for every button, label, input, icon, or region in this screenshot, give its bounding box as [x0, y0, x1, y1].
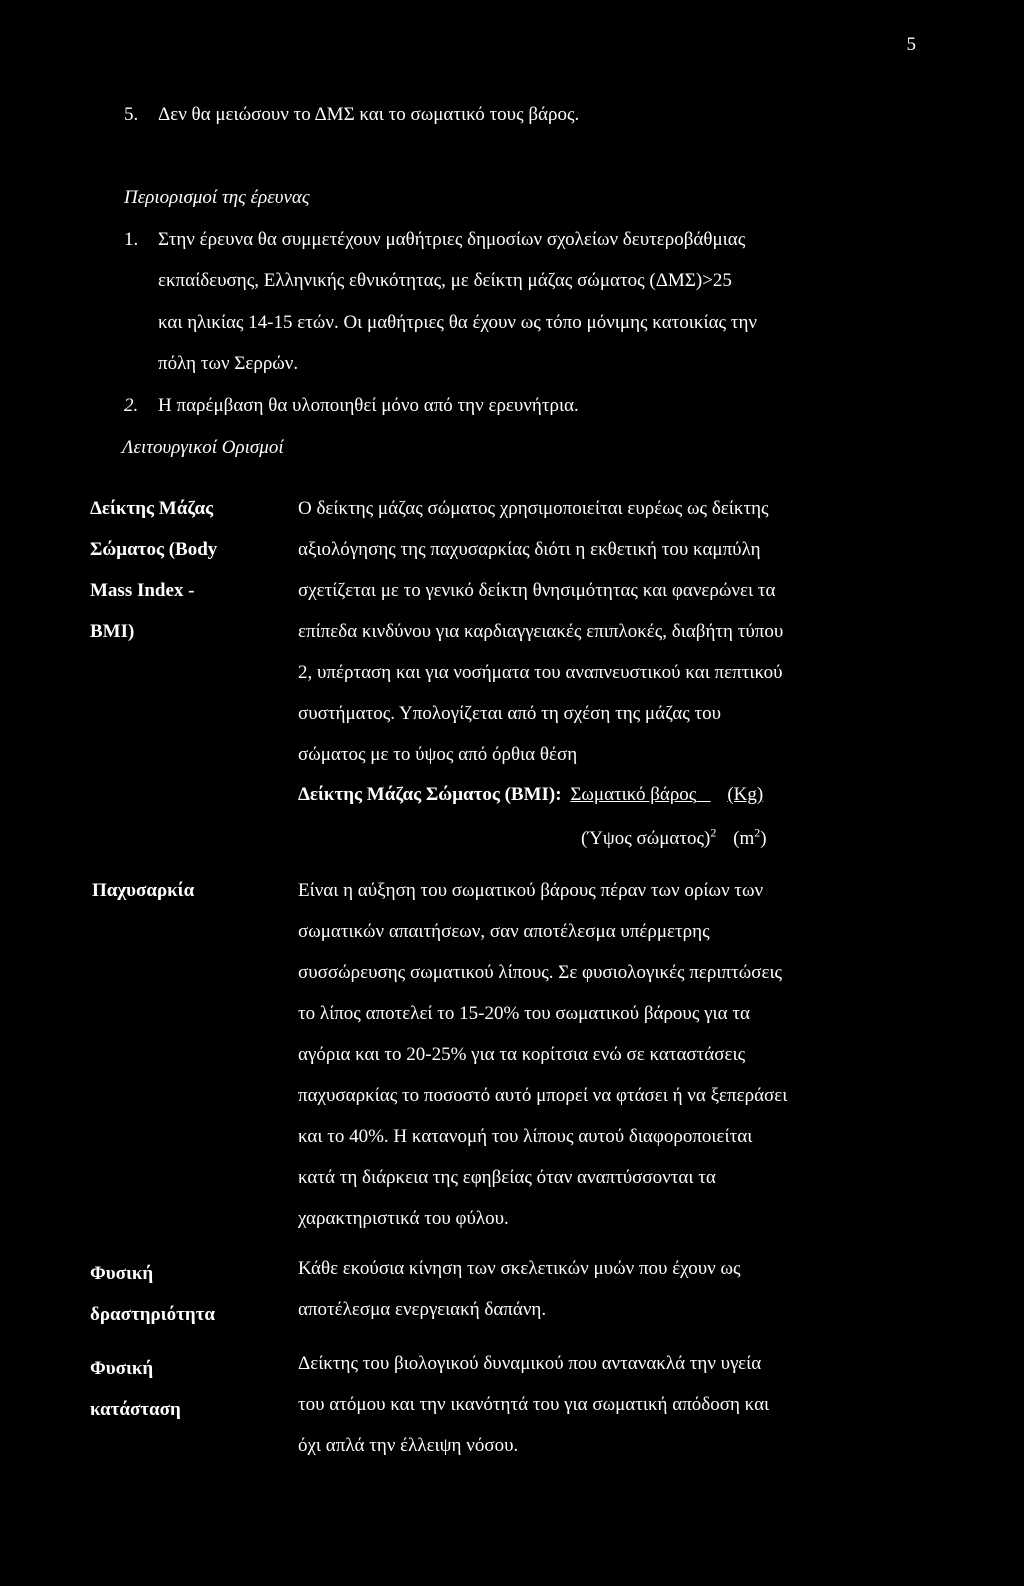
bmi-formula-numerator: Σωματικό βάρος	[570, 784, 697, 805]
limitation-item-1-line-1: 1. Στην έρευνα θα συμμετέχουν μαθήτριες δημοσίων σχολείων δευτεροβάθμιας	[124, 229, 746, 250]
bmi-formula-label: Δείκτης Μάζας Σώματος (BMI):	[298, 784, 562, 805]
definition-term-bmi: Δείκτης Μάζας Σώματος (Body Mass Index - BMI)	[90, 498, 218, 642]
limitation-item-1-line-2: εκπαίδευσης, Ελληνικής εθνικότητας, με δείκτη μάζας σώματος (ΔΜΣ)>25	[158, 270, 732, 291]
definition-body-physical-activity: Κάθε εκούσια κίνηση των σκελετικών μυών που έχουν ως αποτέλεσμα ενεργειακή δαπάνη.	[298, 1258, 741, 1320]
definition-body-obesity: Είναι η αύξηση του σωματικού βάρους πέραν των ορίων των σωματικών απαιτήσεων, σαν αποτέλεσμα υπέρμετρης συσσώρευσης σωματικού λίπους. Σε φυσιολογικές περιπτώσεις το λίπος αποτελεί το 15-20% του σωματικού βάρους για τα αγόρια και το 20-25% για τα κορίτσια ενώ σε καταστάσεις παχυσαρκίας το ποσοστό αυτό μπορεί να φτάσει ή να ξεπεράσει και το 40%. Η κατανομή του λίπους αυτού διαφοροποιείται κατά τη διάρκεια της εφηβείας όταν αναπτύσσονται τα χαρακτηριστικά του φύλου.	[298, 880, 788, 1229]
definition-body-bmi: Ο δείκτης μάζας σώματος χρησιμοποιείται ευρέως ως δείκτης αξιολόγησης της παχυσαρκίας διότι η εκθετική του καμπύλη σχετίζεται με το γενικό δείκτη θνησιμότητας και φανερώνει τα επίπεδα κινδύνου για καρδιαγγειακές επιπλοκές, διαβήτη τύπου 2, υπέρταση και για νοσήματα του αναπνευστικού και πεπτικού συστήματος. Υπολογίζεται από τη σχέση της μάζας του σώματος με το ύψος από όρθια θέση	[298, 498, 784, 765]
limitations-heading: Περιορισμοί της έρευνας	[124, 187, 310, 208]
bmi-formula-numerator-unit: (Kg)	[727, 784, 764, 805]
definitions-heading: Λειτουργικοί Ορισμοί	[122, 437, 284, 458]
limitation-item-1-line-3: και ηλικίας 14-15 ετών. Οι μαθήτριες θα έχουν ως τόπο μόνιμης κατοικίας την	[158, 312, 757, 333]
definition-body-physical-condition: Δείκτης του βιολογικού δυναμικού που αντανακλά την υγεία του ατόμου και την ικανότητά του για σωματική απόδοση και όχι απλά την έλλειψη νόσου.	[298, 1353, 770, 1456]
list-item-number: 5.	[124, 104, 139, 125]
page-number: 5	[906, 34, 916, 55]
bmi-formula-numerator-line	[298, 784, 763, 806]
limitation-item-2: 2. Η παρέμβαση θα υλοποιηθεί μόνο από την ερευνήτρια.	[124, 395, 579, 416]
limitation-item-1-line-4: πόλη των Σερρών.	[158, 353, 299, 374]
bmi-formula-denominator-line: (Ύψος σώματος)$^2$ $(m^2)$	[581, 825, 767, 849]
list-item-text: Δεν θα μειώσουν το ΔΜΣ και το σωματικό τους βάρος.	[158, 104, 580, 125]
bmi-formula-denominator-unit: $(m^2)$	[733, 825, 767, 849]
list-item-number: 1.	[124, 229, 139, 250]
definition-term-obesity: Παχυσαρκία	[92, 880, 195, 901]
definition-term-physical-condition: Φυσική κατάσταση	[90, 1358, 181, 1420]
definition-term-physical-activity: Φυσική δραστηριότητα	[90, 1263, 215, 1325]
bmi-formula-denominator: (Ύψος σώματος)	[581, 828, 711, 849]
list-item-number: 2.	[124, 395, 139, 416]
list-item-5	[124, 104, 579, 126]
